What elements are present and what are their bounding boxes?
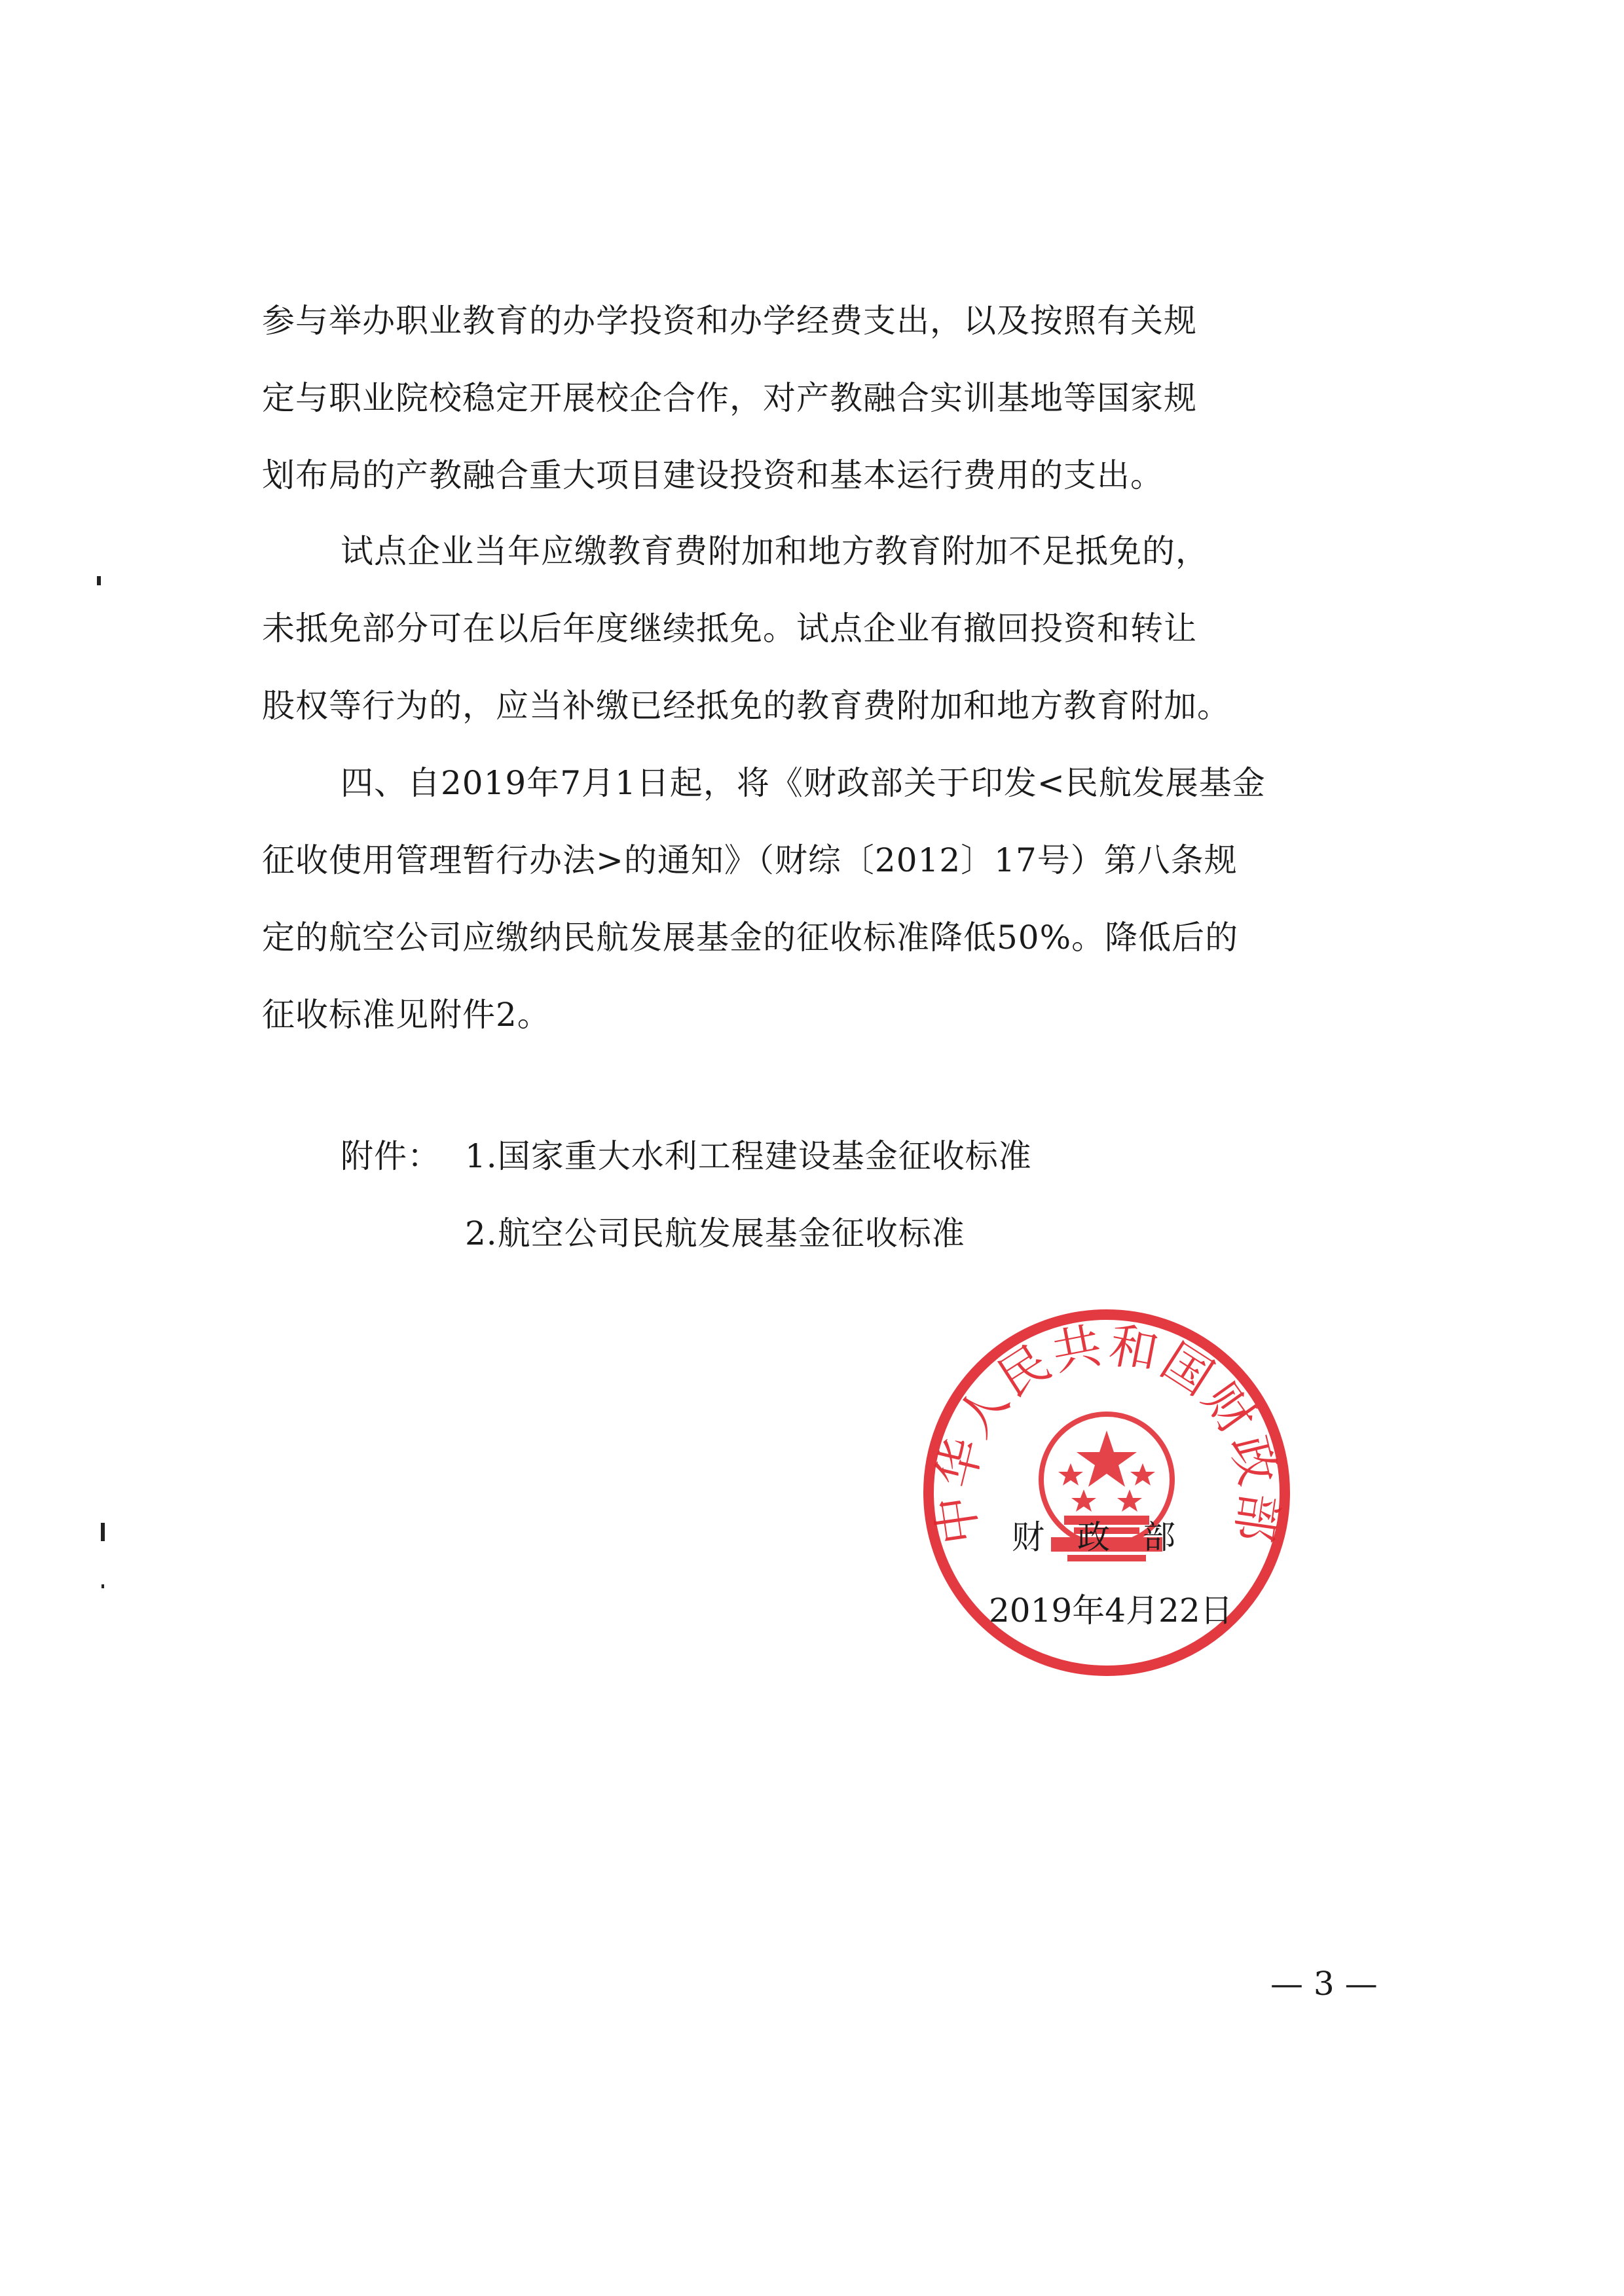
paragraph-1-line-3: 划布局的产教融合重大项目建设投资和基本运行费用的支出。 [262, 456, 1164, 494]
paragraph-3-line-4: 征收标准见附件2。 [262, 996, 551, 1034]
scan-speck [97, 576, 101, 585]
paragraph-3-line-3: 定的航空公司应缴纳民航发展基金的征收标准降低50%。降低后的 [262, 919, 1239, 957]
attachment-item-1: 1.国家重大水利工程建设基金征收标准 [465, 1137, 1032, 1175]
paragraph-2-line-3: 股权等行为的，应当补缴已经抵免的教育费附加和地方教育附加。 [262, 687, 1230, 725]
attachments-label: 附件： [341, 1137, 441, 1175]
issue-date: 2019年4月22日 [989, 1592, 1233, 1630]
attachment-item-2: 2.航空公司民航发展基金征收标准 [465, 1214, 965, 1252]
paragraph-2-line-2: 未抵免部分可在以后年度继续抵免。试点企业有撤回投资和转让 [262, 610, 1197, 647]
issuer-name: 财 政 部 [1012, 1518, 1175, 1556]
svg-text:中华人民共和国财政部: 中华人民共和国财政部 [926, 1317, 1287, 1548]
paragraph-2-line-1: 试点企业当年应缴教育费附加和地方教育附加不足抵免的， [341, 532, 1209, 570]
page-number: — 3 — [1270, 1965, 1378, 2003]
scan-speck [101, 1584, 104, 1588]
paragraph-1-line-2: 定与职业院校稳定开展校企合作，对产教融合实训基地等国家规 [262, 379, 1197, 417]
paragraph-3-line-2: 征收使用管理暂行办法>的通知》（财综〔2012〕17号）第八条规 [262, 841, 1238, 879]
paragraph-1-line-1: 参与举办职业教育的办学投资和办学经费支出，以及按照有关规 [262, 302, 1197, 340]
scan-speck [101, 1523, 105, 1541]
paragraph-3-line-1: 四、自2019年7月1日起，将《财政部关于印发<民航发展基金 [341, 764, 1266, 802]
